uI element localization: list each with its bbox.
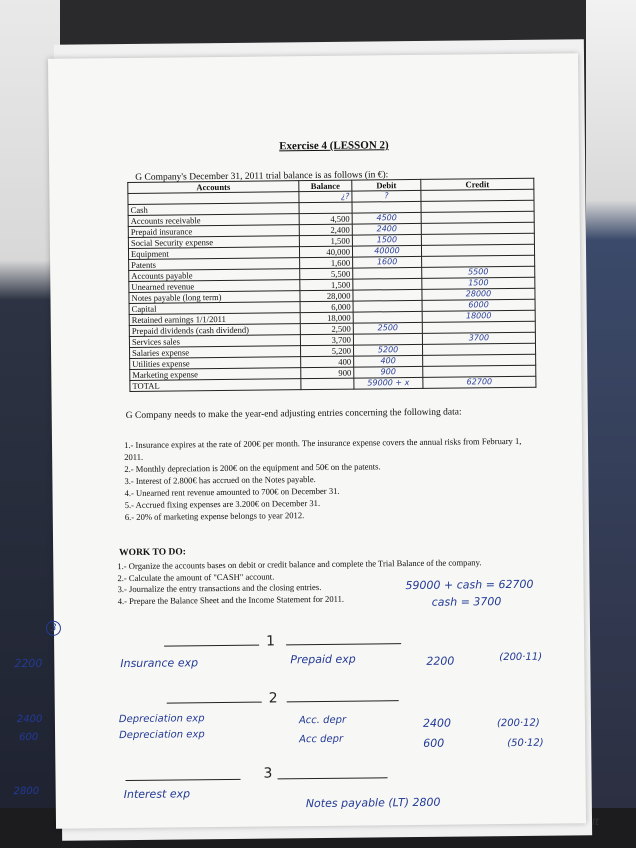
- adjustment-item: 2.- Monthly depreciation is 200€ on the equipment and 50€ on the patents.: [124, 461, 381, 475]
- circled-number: 3: [46, 621, 61, 636]
- entry-number: 1: [266, 633, 276, 650]
- debit-cell: 4500: [352, 212, 421, 224]
- margin-amount: 2800: [13, 785, 40, 798]
- balance-cell: 1,600: [300, 257, 353, 269]
- debit-cell: 5200: [353, 344, 422, 356]
- balance-cell: 2,400: [299, 224, 352, 236]
- journal-line: [164, 645, 259, 647]
- entry-amount: 2200: [426, 654, 455, 668]
- account-cell: Salaries expense: [130, 346, 301, 359]
- debit-cell: 400: [354, 355, 423, 367]
- balance-cell: 40,000: [299, 246, 352, 258]
- work-heading: WORK TO DO:: [119, 547, 186, 559]
- col-balance: Balance: [299, 180, 352, 192]
- debit-cell: 900: [354, 366, 423, 378]
- credit-cell: 18000: [422, 310, 535, 322]
- balance-cell: 400: [301, 356, 354, 368]
- account-cell: Prepaid dividends (cash dividend): [129, 324, 300, 337]
- credit-cell: 5500: [422, 266, 535, 278]
- credit-cell: 1500: [422, 277, 535, 289]
- account-cell: Equipment: [128, 247, 299, 260]
- corner-note: It: [592, 817, 599, 828]
- entry-calc: (50·12): [507, 737, 544, 750]
- account-cell: Retained earnings 1/1/2011: [129, 313, 300, 326]
- journal-line: [126, 779, 241, 781]
- account-cell: Services sales: [129, 335, 300, 348]
- debit-cell: [353, 289, 422, 301]
- entry-credit-account: Notes payable (LT) 2800: [305, 795, 441, 811]
- balance-cell: [299, 202, 352, 214]
- col-debit: Debit: [352, 179, 421, 191]
- exercise-sheet: [13, 53, 586, 829]
- debit-note: ?: [352, 190, 421, 202]
- entry-number: 2: [268, 690, 278, 707]
- debit-cell: 59000 + x: [354, 377, 423, 389]
- background-right: [586, 0, 636, 848]
- journal-line: [278, 777, 388, 779]
- debit-cell: 2500: [353, 322, 422, 334]
- entry-number: 3: [263, 765, 273, 782]
- page-title: Exercise 4 (LESSON 2): [279, 139, 389, 153]
- account-cell: Social Security expense: [128, 236, 299, 249]
- adjustment-item: 6.- 20% of marketing expense belongs to year 2012.: [124, 510, 305, 523]
- balance-cell: 1,500: [299, 235, 352, 247]
- account-cell: Capital: [129, 302, 300, 315]
- balance-cell: 4,500: [299, 213, 352, 225]
- balance-cell: 900: [301, 367, 354, 379]
- debit-cell: 2400: [352, 223, 421, 235]
- table-caption: G Company's December 31, 2011 trial balance is as follows (in €):: [135, 170, 389, 183]
- work-item: 1.- Organize the accounts bases on debit or credit balance and complete the Trial Balance of the company.: [117, 557, 482, 572]
- account-cell: Accounts payable: [129, 269, 300, 282]
- col-credit: Credit: [421, 178, 534, 190]
- credit-cell: 62700: [423, 376, 536, 388]
- credit-cell: 28000: [422, 288, 535, 300]
- margin-amount: 2200: [14, 656, 43, 671]
- account-cell: Cash: [128, 203, 299, 216]
- debit-cell: [353, 300, 422, 312]
- adjustment-item: 1.- Insurance expires at the rate of 200€ per month. The insurance expense covers the annual risks from February 1, 2011.: [123, 435, 522, 463]
- entry-credit-account: Acc. depr: [298, 714, 347, 727]
- entry-calc: (200·11): [499, 651, 543, 664]
- debit-cell: 1500: [352, 234, 421, 246]
- journal-line: [167, 702, 262, 704]
- debit-cell: 1600: [353, 256, 422, 268]
- adjustment-item: 5.- Accrued fixing expenses are 3.200€ on December 31.: [124, 497, 321, 511]
- account-cell: TOTAL: [130, 379, 301, 392]
- table-body: [128, 189, 536, 391]
- balance-cell: 1,500: [300, 279, 353, 291]
- balance-cell: 3,700: [300, 334, 353, 346]
- entry-debit-account: Interest exp: [123, 787, 191, 802]
- entry-debit-account: Depreciation exp: [119, 729, 205, 742]
- account-cell: Patents: [129, 258, 300, 271]
- margin-amount: 2400: [16, 713, 43, 726]
- adjustment-item: 4.- Unearned rent revenue amounted to 700€ on December 31.: [124, 485, 340, 499]
- debit-cell: 40000: [352, 245, 421, 257]
- intro-text: G Company needs to make the year-end adjusting entries concerning the following data:: [125, 407, 462, 422]
- entry-credit-account: Prepaid exp: [290, 652, 356, 667]
- col-accounts: Accounts: [128, 181, 299, 194]
- account-cell: Utilities expense: [130, 357, 301, 370]
- account-cell: Unearned revenue: [129, 280, 300, 293]
- adjustments-list: [124, 435, 525, 523]
- debit-cell: [353, 278, 422, 290]
- account-cell: Notes payable (long term): [129, 291, 300, 304]
- work-item: 4.- Prepare the Balance Sheet and the Income Statement for 2011.: [117, 593, 345, 606]
- account-cell: Accounts receivable: [128, 214, 299, 227]
- balance-cell: 28,000: [300, 290, 353, 302]
- balance-cell: 5,200: [301, 345, 354, 357]
- balance-note: ¿?: [299, 191, 352, 203]
- entry-calc: (200·12): [496, 717, 540, 730]
- balance-cell: 6,000: [300, 301, 353, 313]
- trial-balance-table: [127, 178, 536, 392]
- balance-cell: 2,500: [300, 323, 353, 335]
- cash-equation: 59000 + cash = 62700: [405, 577, 534, 593]
- entry-amount: 2400: [422, 716, 452, 730]
- margin-amount: 600: [19, 731, 39, 744]
- adjustment-item: 3.- Interest of 2.800€ has accrued on the Notes payable.: [124, 474, 316, 487]
- account-cell: Prepaid insurance: [128, 225, 299, 238]
- entry-debit-account: Depreciation exp: [118, 713, 205, 726]
- debit-cell: [353, 311, 422, 323]
- balance-cell: 5,500: [300, 268, 353, 280]
- work-item: 2.- Calculate the amount of "CASH" account.: [117, 570, 275, 583]
- account-cell: Marketing expense: [130, 368, 301, 381]
- debit-cell: [352, 201, 421, 213]
- debit-cell: [353, 267, 422, 279]
- entry-amount: 600: [423, 736, 445, 750]
- cash-result: cash = 3700: [431, 595, 502, 609]
- entry-credit-account: Acc depr: [299, 733, 344, 746]
- credit-cell: 6000: [422, 299, 535, 311]
- entry-debit-account: Insurance exp: [120, 656, 199, 671]
- balance-cell: 18,000: [300, 312, 353, 324]
- credit-cell: 3700: [422, 332, 535, 344]
- journal-line: [287, 700, 399, 702]
- balance-cell: [301, 378, 354, 390]
- debit-cell: [353, 333, 422, 345]
- work-item: 3.- Journalize the entry transactions and the closing entries.: [117, 581, 322, 595]
- journal-line: [286, 643, 401, 645]
